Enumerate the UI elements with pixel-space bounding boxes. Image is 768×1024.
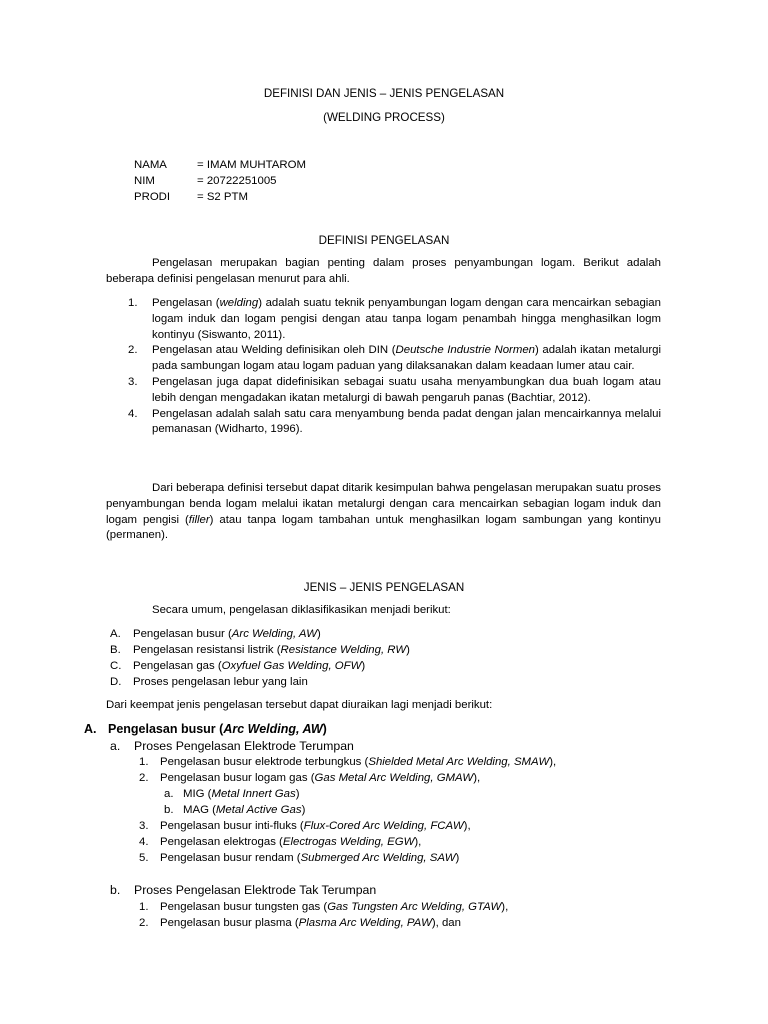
nested-item-mig: a. MIG (Metal Innert Gas) [164,788,300,800]
type-item-d: D. Proses pengelasan lebur yang lain [110,676,308,688]
definisi-item-3: 3. Pengelasan juga dapat didefinisikan sebagai suatu usaha menyambungkan dua buah logam atau lebih dengan mengadakan ikatan metalurgi di bawah pengaruh panas (Bachtiar, 2012). [128,375,661,404]
subheading-elektrode-tak-terumpan: b. Proses Pengelasan Elektrode Tak Terumpan [110,883,377,897]
type-item-b: B. Pengelasan resistansi listrik (Resistance Welding, RW) [110,644,410,656]
jenis-followup: Dari keempat jenis pengelasan tersebut dapat diuraikan lagi menjadi berikut: [106,699,493,711]
definisi-conclusion: Dari beberapa definisi tersebut dapat ditarik kesimpulan bahwa pengelasan merupakan suatu proses penyambungan benda logam melalui ikatan metalurgi dengan cara mencairkan sebagian logam induk dan logam pengisi (filler) atau tanpa logam tambahan untuk menghasilkan logam sambungan yang kontinyu (permanen). [106,482,661,542]
process-item-gtaw: 1. Pengelasan busur tungsten gas (Gas Tungsten Arc Welding, GTAW), [139,901,509,913]
process-item-gmaw: 2. Pengelasan busur logam gas (Gas Metal Arc Welding, GMAW), [139,772,481,784]
document-subtitle: (WELDING PROCESS) [323,111,445,124]
nested-item-mag: b. MAG (Metal Active Gas) [164,804,306,816]
type-item-c: C. Pengelasan gas (Oxyfuel Gas Welding, OFW) [110,660,366,672]
jenis-intro: Secara umum, pengelasan diklasifikasikan menjadi berikut: [152,604,451,616]
process-item-egw: 4. Pengelasan elektrogas (Electrogas Welding, EGW), [139,836,422,848]
definisi-intro: Pengelasan merupakan bagian penting dalam proses penyambungan logam. Berikut adalah beberapa definisi pengelasan menurut para ahli. [106,257,661,285]
heading-arc-welding: A. Pengelasan busur (Arc Welding, AW) [84,722,327,736]
process-item-fcaw: 3. Pengelasan busur inti-fluks (Flux-Cored Arc Welding, FCAW), [139,820,471,832]
process-item-smaw: 1. Pengelasan busur elektrode terbungkus (Shielded Metal Arc Welding, SMAW), [139,756,557,768]
author-info [134,158,306,205]
info-row-prodi: PRODI = S2 PTM [134,190,248,203]
definisi-item-4: 4. Pengelasan adalah salah satu cara menyambung benda padat dengan jalan mencairkannya melalui pemanasan (Widharto, 1996). [128,407,661,436]
info-row-name: NAMA = IMAM MUHTAROM [134,159,306,171]
process-item-paw: 2. Pengelasan busur plasma (Plasma Arc Welding, PAW), dan [139,917,461,929]
section-heading-jenis: JENIS – JENIS PENGELASAN [303,581,465,594]
definisi-list [128,296,661,438]
type-item-a: A. Pengelasan busur (Arc Welding, AW) [110,628,321,640]
document-title: DEFINISI DAN JENIS – JENIS PENGELASAN [263,87,505,100]
info-row-nim: NIM = 20722251005 [134,174,277,187]
subheading-elektrode-terumpan: a. Proses Pengelasan Elektrode Terumpan [110,739,354,753]
process-item-saw: 5. Pengelasan busur rendam (Submerged Arc Welding, SAW) [139,852,460,864]
definisi-item-2: 2. Pengelasan atau Welding definisikan oleh DIN (Deutsche Industrie Normen) adalah ikatan metalurgi pada sambungan logam atau logam paduan yang dilaksanakan dalam keadaan lumer atau cair. [128,344,661,373]
definisi-item-1: 1. Pengelasan (welding) adalah suatu teknik penyambungan logam dengan cara mencairkan sebagian logam induk dan logam pengisi dengan atau tanpa logam penambah hingga menghasilkan logm kontinyu (Siswanto, 2011). [128,297,661,341]
section-heading-definisi: DEFINISI PENGELASAN [318,234,450,247]
